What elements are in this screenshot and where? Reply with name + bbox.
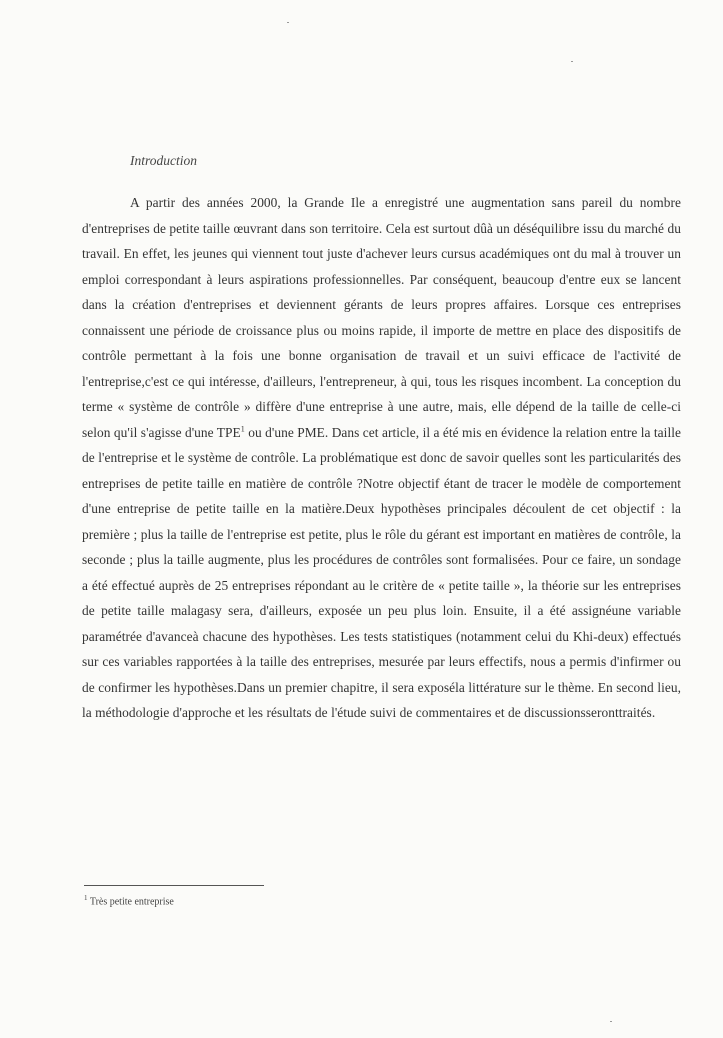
footnote-number: 1	[84, 894, 88, 902]
footnote-separator	[84, 885, 264, 886]
scan-speck	[287, 22, 289, 23]
footnote-text: Très petite entreprise	[87, 896, 174, 908]
paragraph-text-part2: ou d'une PME. Dans cet article, il a été mis en évidence la relation entre la taille de l'entreprise et le système de contrôle. La problématique est donc de savoir quelles sont les particularités des entreprises de petite taille en matière de contrôle ?Notre objectif étant de tracer le modèle de comportement d'une entreprise de petite taille en la matière.Deux hypothèses principales découlent de cet objectif : la première ; plus la taille de l'entreprise est petite, plus le rôle du gérant est important en matières de contrôle, la seconde ; plus la taille augmente, plus les procédures de contrôles sont formalisées. Pour ce faire, un sondage a été effectué auprès de 25 entreprises répondant au le critère de « petite taille », la théorie sur les entreprises de petite taille malagasy sera, d'ailleurs, exposée un peu plus loin. Ensuite, il a été assignéune variable paramétrée d'avanceà chacune des hypothèses. Les tests statistiques (notamment celui du Khi-deux) effectués sur ces variables rapportées à la taille des entreprises, mesurée par leurs effectifs, nous a permis d'infirmer ou de confirmer les hypothèses.Dans un premier chapitre, il sera exposéla littérature sur le thème. En second lieu, la méthodologie d'approche et les résultats de l'étude suivi de commentaires et de discussionsseronttraités.	[82, 424, 681, 720]
section-heading: Introduction	[130, 153, 197, 168]
paragraph-text-part1: A partir des années 2000, la Grande Ile a enregistré une augmentation sans pareil du nombre d'entreprises de petite taille œuvrant dans son territoire. Cela est surtout dûà un déséquilibre issu du marché du travail. En effet, les jeunes qui viennent tout juste d'achever leurs cursus académiques ont du mal à trouver un emploi correspondant à leurs aspirations professionnelles. Par conséquent, beaucoup d'entre eux se lancent dans la création d'entreprises et deviennent gérants de leurs propres affaires. Lorsque ces entreprises connaissent une période de croissance plus ou moins rapide, il importe de mettre en place des dispositifs de contrôle permettant à la fois une bonne organisation de travail et un suivi efficace de l'activité de l'entreprise,c'est ce qui intéresse, d'ailleurs, l'entrepreneur, à qui, tous les risques incombent. La conception du terme « système de contrôle » diffère d'une entreprise à une autre, mais, elle dépend de la taille de celle-ci selon qu'il s'agisse d'une TPE	[82, 195, 681, 440]
introduction-paragraph	[82, 190, 681, 726]
footnote-reference: 1	[240, 424, 245, 434]
footnote	[84, 894, 174, 907]
scan-speck	[571, 61, 573, 62]
scan-speck	[610, 1021, 612, 1022]
